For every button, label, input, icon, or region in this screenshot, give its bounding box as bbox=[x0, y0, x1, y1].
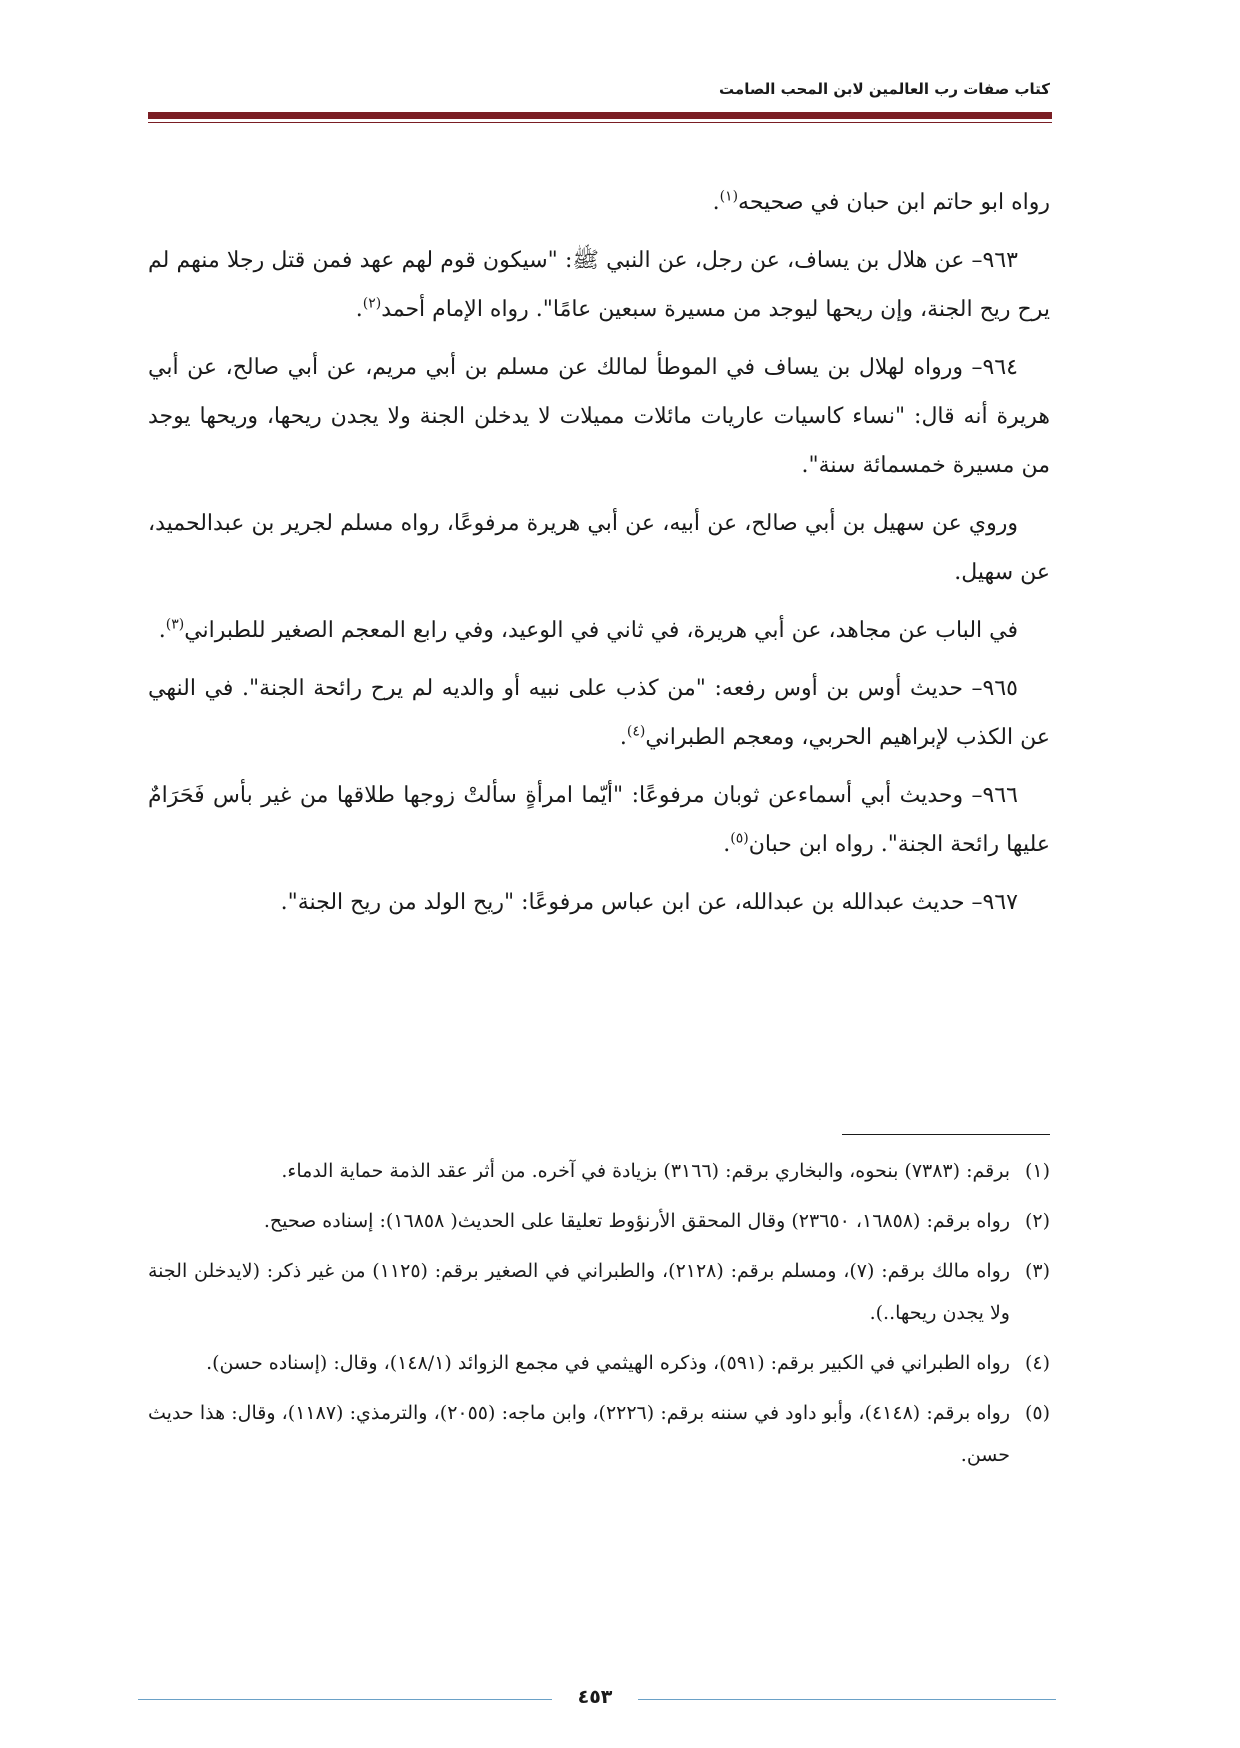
hadith-966-text: ٩٦٦– وحديث أبي أسماءعن ثوبان مرفوعًا: "أيّما امرأةٍ سألتْ زوجها طلاقها من غير بأس فَحَرَامٌ عليها رائحة الجنة". رواه ابن حبان bbox=[148, 783, 1050, 857]
paragraph-1-text: رواه ابو حاتم ابن حبان في صحيحه bbox=[738, 190, 1050, 215]
paragraph-suhail: وروي عن سهيل بن أبي صالح، عن أبيه، عن أبي هريرة مرفوعًا، رواه مسلم لجرير بن عبدالحميد، عن سهيل. bbox=[148, 511, 1050, 585]
footnote-number: (٥) bbox=[1024, 1402, 1050, 1424]
footnote-ref-5[interactable]: (٥) bbox=[730, 830, 749, 847]
header-rule-thick bbox=[148, 112, 1052, 119]
footnote-1 bbox=[148, 1150, 1050, 1192]
footnote-ref-2[interactable]: (٢) bbox=[362, 295, 382, 312]
footnote-ref-4[interactable]: (٤) bbox=[626, 723, 646, 740]
footnote-5 bbox=[148, 1392, 1050, 1476]
hadith-965: ٩٦٥– حديث أوس بن أوس رفعه: "من كذب على نبيه أو والديه لم يرح رائحة الجنة". في النهي عن الكذب لإبراهيم الحربي، ومعجم الطبراني$^{(٤)}$. bbox=[148, 676, 1050, 750]
footnote-2 bbox=[148, 1200, 1050, 1242]
hadith-963: ٩٦٣– عن هلال بن يساف، عن رجل، عن النبي ﷺ: "سيكون قوم لهم عهد فمن قتل رجلا منهم لم يرح ريح الجنة، وإن ريحها ليوجد من مسيرة سبعين عامًا". رواه الإمام أحمد$^{(٢)}$. bbox=[148, 248, 1050, 322]
header-rule-thin bbox=[148, 122, 1052, 123]
footnote-text: رواه الطبراني في الكبير برقم: (٥٩١)، وذكره الهيثمي في مجمع الزوائد (١٤٨/١)، وقال: (إسناده حسن). bbox=[206, 1352, 1010, 1374]
footnote-ref-1[interactable]: (١) bbox=[719, 188, 739, 205]
footer-rule-right bbox=[638, 1699, 1056, 1700]
footnote-separator bbox=[842, 1134, 1050, 1135]
footnotes bbox=[148, 1150, 1050, 1484]
footnote-number: (١) bbox=[1024, 1160, 1050, 1182]
hadith-964: ٩٦٤– ورواه لهلال بن يساف في الموطأ لمالك عن مسلم بن أبي مريم، عن أبي صالح، عن أبي هريرة أنه قال: "نساء كاسيات عاريات مائلات مميلات لا يدخلن الجنة ولا يجدن ريحها، وريحها يوجد من مسيرة خمسمائة سنة". bbox=[148, 355, 1050, 478]
footnote-number: (٢) bbox=[1024, 1210, 1050, 1232]
main-text bbox=[148, 178, 1050, 936]
footnote-text: رواه برقم: (١٦٨٥٨، ٢٣٦٥٠) وقال المحقق الأرنؤوط تعليقا على الحديث( ١٦٨٥٨): إسناده صحيح. bbox=[263, 1210, 1010, 1232]
footnote-text: رواه مالك برقم: (٧)، ومسلم برقم: (٢١٢٨)، والطبراني في الصغير برقم: (١١٢٥) من غير ذكر: (لايدخلن الجنة ولا يجدن ريحها..). bbox=[148, 1260, 1010, 1324]
footnote-text: رواه برقم: (٤١٤٨)، وأبو داود في سننه برقم: (٢٢٢٦)، وابن ماجه: (٢٠٥٥)، والترمذي: (١١٨٧)، وقال: هذا حديث حسن. bbox=[148, 1402, 1010, 1466]
footnote-4 bbox=[148, 1342, 1050, 1384]
running-header: كتاب صفات رب العالمين لابن المحب الصامت bbox=[719, 80, 1050, 98]
hadith-965-text: ٩٦٥– حديث أوس بن أوس رفعه: "من كذب على نبيه أو والديه لم يرح رائحة الجنة". في النهي عن الكذب لإبراهيم الحربي، ومعجم الطبراني bbox=[148, 676, 1050, 750]
hadith-967: ٩٦٧– حديث عبدالله بن عبدالله، عن ابن عباس مرفوعًا: "ريح الولد من ريح الجنة". bbox=[280, 890, 1018, 915]
paragraph-bab: في الباب عن مجاهد، عن أبي هريرة، في ثاني في الوعيد، وفي رابع المعجم الصغير للطبراني$^{(٣)}$. bbox=[158, 616, 1018, 643]
footnote-number: (٣) bbox=[1024, 1260, 1050, 1282]
hadith-963-text: ٩٦٣– عن هلال بن يساف، عن رجل، عن النبي ﷺ: "سيكون قوم لهم عهد فمن قتل رجلا منهم لم يرح ريح الجنة، وإن ريحها ليوجد من مسيرة سبعين عامًا". رواه الإمام أحمد bbox=[148, 248, 1050, 322]
footnote-text: برقم: (٧٣٨٣) بنحوه، والبخاري برقم: (٣١٦٦) بزيادة في آخره. من أثر عقد الذمة حماية الدماء. bbox=[281, 1160, 1010, 1182]
paragraph-1: رواه ابو حاتم ابن حبان في صحيحه$^{(١)}$. bbox=[712, 188, 1050, 215]
footnote-3 bbox=[148, 1250, 1050, 1334]
paragraph-bab-text: في الباب عن مجاهد، عن أبي هريرة، في ثاني في الوعيد، وفي رابع المعجم الصغير للطبراني bbox=[184, 618, 1018, 643]
footnote-number: (٤) bbox=[1024, 1352, 1050, 1374]
page-number: ٤٥٣ bbox=[577, 1686, 613, 1708]
footer-rule-left bbox=[138, 1699, 552, 1700]
footnote-ref-3[interactable]: (٣) bbox=[165, 616, 185, 633]
hadith-966: ٩٦٦– وحديث أبي أسماءعن ثوبان مرفوعًا: "أيّما امرأةٍ سألتْ زوجها طلاقها من غير بأس فَحَرَامٌ عليها رائحة الجنة". رواه ابن حبان$^{(٥)}$. bbox=[148, 783, 1050, 857]
